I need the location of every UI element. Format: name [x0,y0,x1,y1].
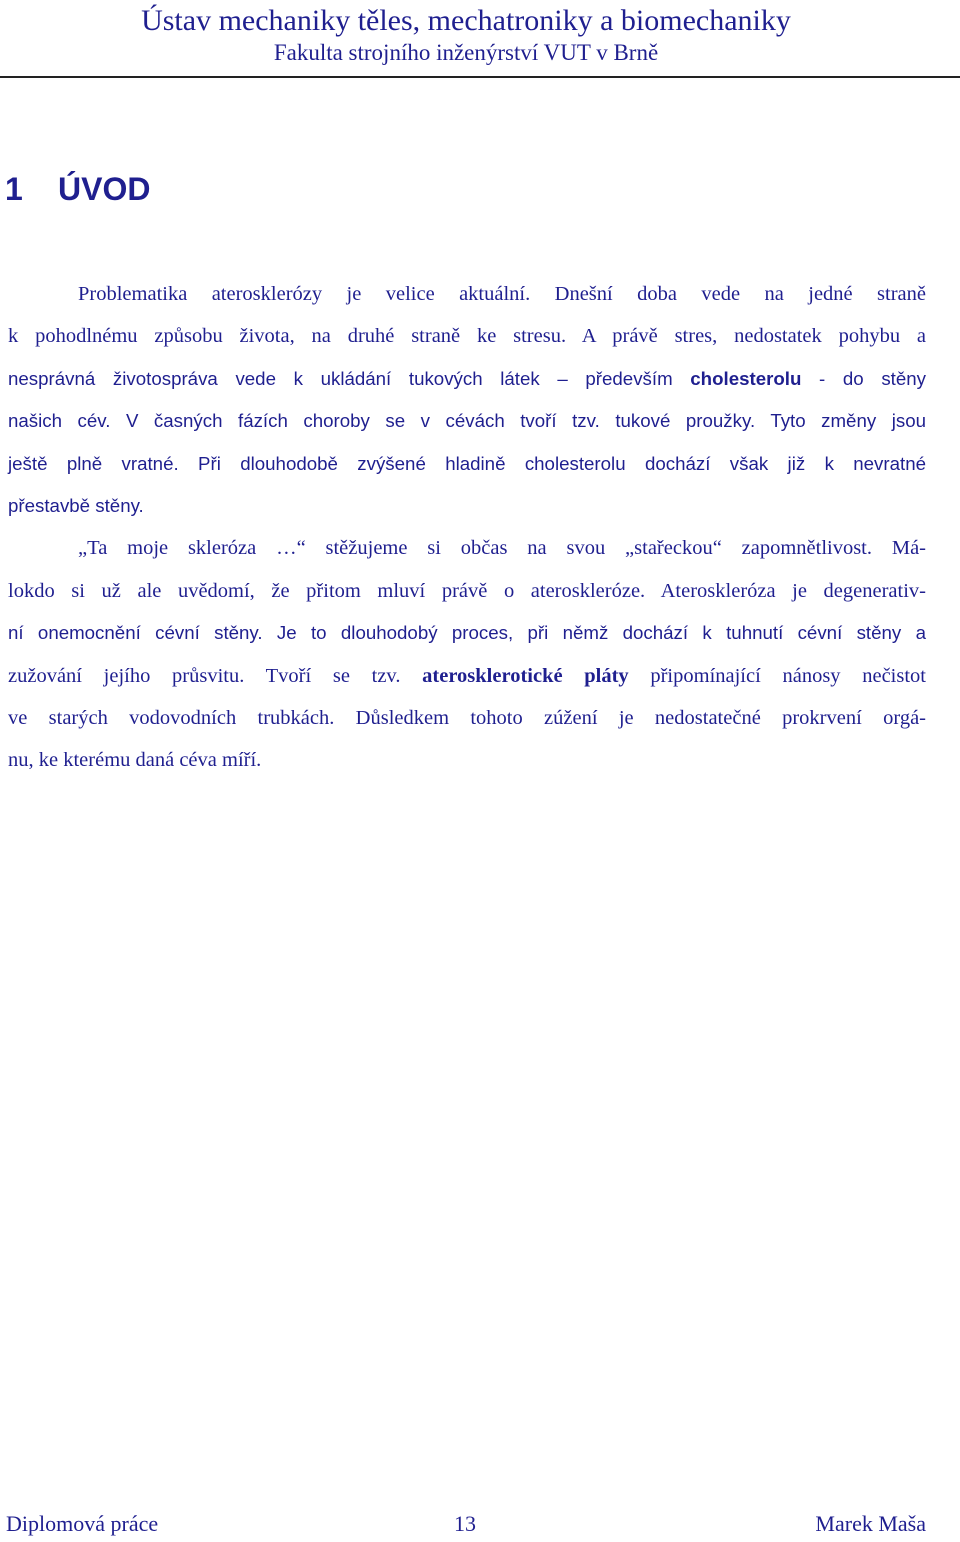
text-line: ještě plně vratné. Při dlouhodobě zvýšené hladině cholesterolu dochází však již k nevratné [8,452,926,474]
text-line: nu, ke kterému daná céva míří. [8,749,262,772]
footer-author: Marek Maša [815,1511,926,1536]
body-text [8,273,926,782]
footer-thesis-type: Diplomová práce [6,1511,159,1536]
text-line: zužování jejího průsvitu. Tvoří se tzv. aterosklerotické pláty připomínající nánosy nečistot [8,664,926,687]
text-line: nesprávná životospráva vede k ukládání tukových látek – především cholesterolu - do stěny [8,367,926,389]
text-line: k pohodlnému způsobu života, na druhé straně ke stresu. A právě stres, nedostatek pohybu a [8,325,926,348]
chapter-heading [5,168,150,210]
paragraph-1 [8,273,926,527]
keyword-plaques: aterosklerotické pláty [422,664,629,687]
page-footer [0,1506,960,1542]
text-line: ní onemocnění cévní stěny. Je to dlouhodobý proces, při němž dochází k tuhnutí cévní stěny a [8,622,926,644]
chapter-number: 1 [5,171,23,207]
text-line: „Ta moje skleróza …“ stěžujeme si občas na svou „stařeckou“ zapomnětlivost. Má- [78,537,926,560]
paragraph-2 [8,527,926,781]
text-line: našich cév. V časných fázích choroby se v cévách tvoří tzv. tukové proužky. Tyto změny jsou [8,410,926,432]
text-line: lokdo si už ale uvědomí, že přitom mluví právě o ateroskleróze. Ateroskleróza je degenerativ- [8,579,926,602]
faculty-subtitle: Fakulta strojního inženýrství VUT v Brně [273,40,659,65]
chapter-title: ÚVOD [58,171,151,207]
page-number: 13 [454,1511,476,1536]
text-line: přestavbě stěny. [8,495,144,517]
text-line: Problematika aterosklerózy je velice aktuální. Dnešní doba vede na jedné straně [78,283,926,305]
text-line: ve starých vodovodních trubkách. Důsledkem tohoto zúžení je nedostatečné prokrvení orgá- [8,707,926,730]
keyword-cholesterol: cholesterolu [690,367,802,389]
header-divider [0,76,960,78]
institute-title: Ústav mechaniky těles, mechatroniky a biomechaniky [141,4,791,37]
